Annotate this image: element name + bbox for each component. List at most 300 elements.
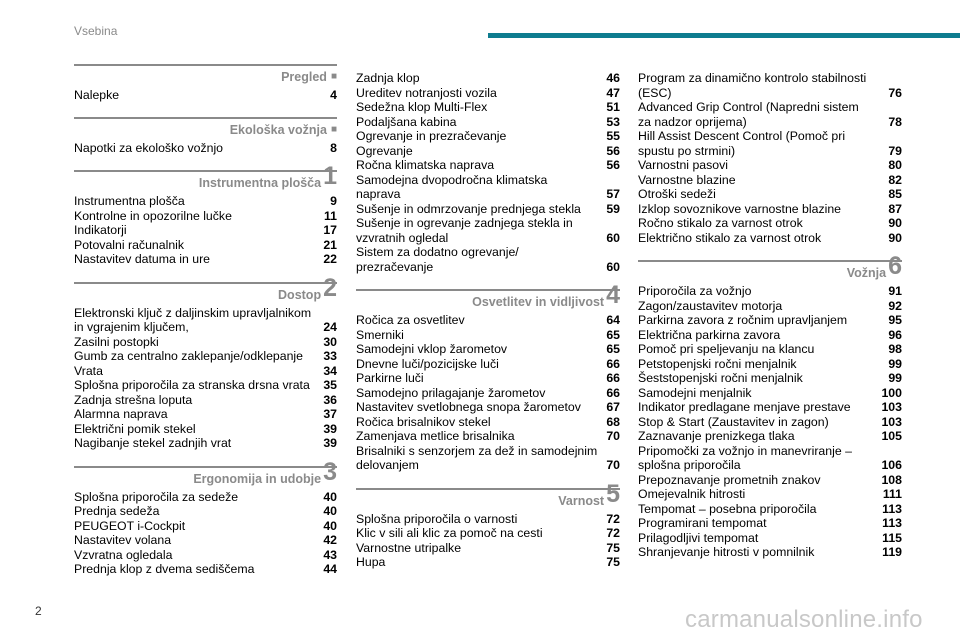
toc-entry[interactable]	[356, 357, 620, 372]
entry-title	[356, 100, 606, 115]
entry-title-line: Varnostni pasovi	[638, 158, 728, 172]
toc-section	[74, 117, 337, 156]
entry-title-line: Tempomat – posebna priporočila	[638, 501, 817, 516]
entry-page-number: 17	[323, 223, 337, 237]
entry-title-line: Nagibanje stekel zadnjih vrat	[74, 436, 232, 450]
entry-page-number: 87	[888, 201, 902, 216]
entry-page-number: 35	[323, 378, 337, 392]
toc-entry[interactable]	[638, 371, 902, 386]
entry-page-number: 100	[881, 385, 902, 400]
toc-section	[74, 162, 337, 267]
toc-entry[interactable]	[638, 342, 902, 357]
entry-page-number: 42	[323, 533, 337, 547]
entry-page-number: 75	[606, 540, 620, 555]
entry-title-line: Programirani tempomat	[638, 516, 767, 530]
entry-page-number: 65	[606, 327, 620, 342]
entry-page-number: 8	[330, 140, 337, 155]
toc-entry[interactable]	[74, 141, 337, 156]
entry-page-number: 99	[888, 371, 902, 385]
entry-title	[74, 141, 330, 156]
entry-title	[638, 487, 883, 502]
entry-title	[638, 473, 881, 488]
toc-entry[interactable]	[356, 526, 620, 541]
entry-title-line: Otroški sedeži	[638, 187, 716, 201]
toc-entry[interactable]	[638, 400, 902, 415]
entry-title	[356, 71, 606, 86]
toc-entry[interactable]	[74, 436, 337, 451]
toc-entry[interactable]	[638, 516, 902, 531]
entry-page-number: 78	[888, 114, 902, 129]
toc-entry[interactable]	[356, 86, 620, 101]
entry-title	[74, 349, 323, 364]
entry-title-line: Zasilni postopki	[74, 334, 159, 349]
entry-title-line: Advanced Grip Control (Napredni sistem	[638, 100, 859, 114]
entry-page-number: 72	[606, 526, 620, 540]
entry-page-number: 40	[323, 489, 337, 504]
section-heading	[74, 457, 337, 490]
entry-title-line: Ogrevanje	[356, 143, 413, 158]
entry-title-line: vzvratnih ogledal	[356, 230, 449, 245]
entry-page-number: 76	[888, 85, 902, 100]
entry-title	[356, 415, 606, 430]
entry-title-line: Pripomočki za vožnjo in manevriranje –	[638, 443, 852, 458]
toc-entry[interactable]	[356, 100, 620, 115]
entry-title	[356, 245, 606, 274]
toc-section	[638, 252, 902, 560]
toc-entry[interactable]	[638, 386, 902, 401]
section-title: Osvetlitev in vidljivost	[472, 295, 605, 309]
toc-entry[interactable]	[638, 71, 902, 100]
entry-title-line: naprava	[356, 187, 401, 201]
entry-page-number: 66	[606, 356, 620, 371]
entry-page-number: 40	[323, 504, 337, 518]
entry-title	[638, 313, 888, 328]
toc-entry[interactable]	[356, 115, 620, 130]
entry-title-line: Vrata	[74, 363, 103, 378]
entry-page-number: 96	[888, 327, 902, 342]
toc-entry[interactable]	[356, 173, 620, 202]
entry-title	[638, 299, 888, 314]
entry-title-line: Sušenje in ogrevanje zadnjega stekla in	[356, 216, 573, 230]
entry-title	[638, 531, 882, 546]
entry-title-line: Samodejni menjalnik	[638, 385, 752, 400]
entry-title	[356, 216, 606, 245]
entry-page-number: 22	[323, 252, 337, 266]
toc-entry[interactable]	[356, 158, 620, 173]
entry-title	[74, 209, 324, 224]
entry-page-number: 55	[606, 129, 620, 143]
toc-entry[interactable]	[356, 313, 620, 328]
entry-title-line: (ESC)	[638, 85, 672, 100]
toc-entry[interactable]	[638, 202, 902, 217]
toc-entry[interactable]	[638, 357, 902, 372]
entry-title	[356, 541, 606, 556]
toc-entry[interactable]	[638, 444, 902, 473]
entry-title-line: Podaljšana kabina	[356, 114, 457, 129]
entry-title-line: in vgrajenim ključem,	[74, 320, 189, 334]
entry-title-line: Gumb za centralno zaklepanje/odklepanje	[74, 349, 304, 363]
toc-entry[interactable]	[356, 512, 620, 527]
entry-title	[356, 512, 606, 527]
toc-entry[interactable]	[74, 490, 337, 505]
entry-page-number: 67	[606, 400, 620, 414]
toc-entry[interactable]	[74, 364, 337, 379]
toc-entry[interactable]	[638, 173, 902, 188]
toc-section	[74, 64, 337, 103]
toc-entry[interactable]	[356, 245, 620, 274]
toc-entry[interactable]	[356, 202, 620, 217]
entry-title	[356, 555, 606, 570]
entry-page-number: 34	[323, 363, 337, 378]
entry-title-line: Ročna klimatska naprava	[356, 158, 495, 172]
entry-title	[356, 400, 606, 415]
entry-title-line: Napotki za ekološko vožnjo	[74, 140, 224, 155]
toc-entry[interactable]	[638, 415, 902, 430]
entry-title	[638, 187, 888, 202]
entry-title	[638, 100, 888, 129]
entry-page-number: 115	[882, 530, 902, 545]
toc-column-1	[74, 64, 337, 577]
entry-title-line: Parkirna zavora z ročnim upravljanjem	[638, 313, 848, 327]
section-title: Ergonomija in udobje	[193, 471, 322, 486]
entry-page-number: 36	[323, 392, 337, 407]
toc-entry[interactable]	[74, 238, 337, 253]
entry-title	[356, 86, 606, 101]
entry-title-line: Sušenje in odmrzovanje prednjega stekla	[356, 201, 581, 216]
entry-title	[638, 173, 888, 188]
toc-entry[interactable]	[74, 407, 337, 422]
entry-page-number: 33	[323, 349, 337, 363]
toc-entry[interactable]	[356, 342, 620, 357]
entry-title	[74, 519, 323, 534]
entry-title-line: Nastavitev svetlobnega snopa žarometov	[356, 400, 581, 414]
page-number: 2	[35, 604, 42, 618]
toc-entry[interactable]	[74, 562, 337, 577]
toc-entry[interactable]	[638, 284, 902, 299]
entry-title-line: Ureditev notranjosti vozila	[356, 85, 497, 100]
entry-page-number: 79	[888, 143, 902, 158]
section-heading	[356, 479, 620, 512]
entry-page-number: 75	[606, 555, 620, 569]
section-title: Pregled	[281, 70, 327, 84]
toc-entry[interactable]	[356, 386, 620, 401]
entry-title	[638, 444, 881, 473]
entry-title-line: Prednja klop z dvema sediščema	[74, 562, 255, 576]
entry-title-line: Varnostne utripalke	[356, 540, 462, 555]
entry-page-number: 64	[606, 313, 620, 327]
toc-entry[interactable]	[638, 216, 902, 231]
section-title: Vožnja	[846, 266, 887, 280]
entry-title-line: Vzvratna ogledala	[74, 547, 173, 562]
entry-page-number: 103	[881, 400, 902, 414]
entry-page-number: 53	[606, 114, 620, 129]
section-number: 1	[323, 162, 337, 190]
entry-title	[638, 400, 881, 415]
entry-title	[74, 407, 323, 422]
entry-page-number: 57	[606, 187, 620, 201]
entry-page-number: 85	[888, 187, 902, 201]
section-number: 6	[888, 252, 902, 280]
entry-title-line: Ogrevanje in prezračevanje	[356, 129, 507, 143]
entry-page-number: 59	[606, 201, 620, 216]
entry-title-line: Omejevalnik hitrosti	[638, 487, 746, 501]
toc-entry[interactable]	[74, 393, 337, 408]
entry-title	[356, 429, 606, 444]
entry-title-line: Varnostne blazine	[638, 172, 736, 187]
entry-title-line: Šeststopenjski ročni menjalnik	[638, 371, 803, 385]
section-number: ■	[330, 71, 337, 82]
toc-column-3	[638, 71, 902, 560]
entry-title-line: Prepoznavanje prometnih znakov	[638, 472, 821, 487]
entry-title	[356, 526, 606, 541]
entry-title-line: Ročica za osvetlitev	[356, 313, 465, 327]
entry-page-number: 60	[606, 230, 620, 245]
toc-entry[interactable]	[638, 473, 902, 488]
entry-title-line: Potovalni računalnik	[74, 237, 185, 252]
toc-entry[interactable]	[356, 444, 620, 473]
entry-title	[74, 533, 323, 548]
entry-page-number: 70	[606, 429, 620, 443]
entry-title-line: Zadnja strešna loputa	[74, 392, 193, 407]
entry-page-number: 113	[882, 516, 902, 530]
entry-title-line: Nalepke	[74, 88, 120, 102]
toc-entry[interactable]	[74, 533, 337, 548]
entry-title-line: Električna parkirna zavora	[638, 327, 781, 342]
entry-title-line: Samodejni vklop žarometov	[356, 342, 508, 356]
entry-title-line: splošna priporočila	[638, 458, 741, 472]
toc-entry[interactable]	[356, 400, 620, 415]
toc-entry[interactable]	[356, 371, 620, 386]
entry-title-line: Smerniki	[356, 327, 404, 342]
toc-entry[interactable]	[638, 328, 902, 343]
entry-title-line: za nadzor oprijema)	[638, 114, 747, 129]
toc-entry[interactable]	[74, 335, 337, 350]
entry-title-line: delovanjem	[356, 458, 419, 472]
entry-title-line: Zadnja klop	[356, 71, 420, 85]
entry-page-number: 113	[882, 501, 902, 516]
entry-title-line: Hill Assist Descent Control (Pomoč pri	[638, 129, 846, 143]
toc-section	[74, 273, 337, 451]
toc-entry[interactable]	[74, 209, 337, 224]
entry-title	[638, 357, 888, 372]
toc-entry[interactable]	[356, 555, 620, 570]
entry-title	[74, 364, 323, 379]
entry-title	[356, 158, 606, 173]
toc-entry[interactable]	[638, 231, 902, 246]
entry-page-number: 82	[888, 172, 902, 187]
entry-title-line: Nastavitev volana	[74, 533, 172, 547]
entry-title-line: Indikatorji	[74, 223, 127, 237]
entry-title	[356, 444, 606, 473]
entry-title	[638, 202, 888, 217]
toc-entry[interactable]	[638, 129, 902, 158]
entry-title-line: Električni pomik stekel	[74, 421, 196, 436]
entry-title-line: Priporočila za vožnjo	[638, 284, 752, 298]
entry-title-line: Zamenjava metlice brisalnika	[356, 429, 515, 443]
toc-entry[interactable]	[356, 144, 620, 159]
toc-section	[638, 71, 902, 245]
entry-title	[638, 502, 882, 517]
toc-entry[interactable]	[74, 422, 337, 437]
toc-section	[356, 71, 620, 274]
section-number: 5	[606, 479, 620, 508]
entry-title	[74, 223, 323, 238]
entry-title-line: Alarmna naprava	[74, 407, 168, 421]
watermark: carmanualsonline.info	[685, 606, 923, 633]
entry-page-number: 47	[606, 85, 620, 100]
toc-entry[interactable]	[356, 541, 620, 556]
entry-page-number: 106	[881, 458, 902, 472]
entry-title-line: Nastavitev datuma in ure	[74, 252, 211, 266]
entry-page-number: 56	[606, 158, 620, 172]
entry-title-line: Prilagodljivi tempomat	[638, 530, 759, 545]
entry-page-number: 70	[606, 458, 620, 472]
entry-page-number: 11	[324, 208, 337, 223]
entry-title	[356, 342, 606, 357]
entry-title	[74, 504, 323, 519]
entry-title-line: Splošna priporočila za sedeže	[74, 489, 239, 504]
entry-title-line: Splošna priporočila o varnosti	[356, 511, 518, 526]
entry-page-number: 46	[606, 71, 620, 85]
entry-title	[356, 202, 606, 217]
section-heading	[74, 162, 337, 194]
entry-title	[74, 306, 323, 335]
entry-title-line: Pomoč pri speljevanju na klancu	[638, 342, 815, 356]
toc-entry[interactable]	[74, 306, 337, 335]
toc-entry[interactable]	[74, 252, 337, 267]
entry-title	[74, 422, 323, 437]
entry-page-number: 44	[323, 562, 337, 576]
toc-entry[interactable]	[74, 519, 337, 534]
toc-entry[interactable]	[74, 378, 337, 393]
entry-title	[638, 71, 888, 100]
toc-entry[interactable]	[638, 531, 902, 546]
entry-page-number: 103	[881, 414, 902, 429]
section-heading	[74, 273, 337, 306]
entry-title-line: Petstopenjski ročni menjalnik	[638, 356, 797, 371]
toc-entry[interactable]	[74, 223, 337, 238]
entry-page-number: 65	[606, 342, 620, 356]
entry-title-line: Zagon/zaustavitev motorja	[638, 298, 783, 313]
entry-title	[356, 144, 606, 159]
section-number: 4	[606, 281, 620, 309]
toc-entry[interactable]	[638, 487, 902, 502]
entry-title-line: Izklop sovoznikove varnostne blazine	[638, 201, 842, 216]
section-number: 2	[323, 273, 337, 302]
section-title: Instrumentna plošča	[198, 176, 322, 190]
entry-page-number: 4	[330, 88, 337, 102]
toc-entry[interactable]	[74, 548, 337, 563]
entry-title	[74, 88, 330, 103]
toc-entry[interactable]	[356, 129, 620, 144]
section-title: Varnost	[558, 493, 605, 508]
header-accent-bar	[488, 33, 960, 38]
entry-title	[638, 429, 881, 444]
toc-entry[interactable]	[74, 88, 337, 103]
entry-title	[356, 313, 606, 328]
entry-page-number: 80	[888, 158, 902, 172]
entry-title	[638, 129, 888, 158]
entry-title	[74, 378, 323, 393]
toc-entry[interactable]	[638, 545, 902, 560]
entry-page-number: 43	[323, 547, 337, 562]
entry-page-number: 39	[323, 436, 337, 450]
entry-title	[74, 490, 323, 505]
running-header: Vsebina	[74, 24, 118, 38]
toc-entry[interactable]	[638, 187, 902, 202]
entry-title	[638, 284, 888, 299]
entry-title	[356, 328, 606, 343]
toc-entry[interactable]	[638, 502, 902, 517]
entry-title	[638, 231, 888, 246]
entry-title	[74, 252, 323, 267]
entry-page-number: 68	[606, 414, 620, 429]
entry-title-line: Splošna priporočila za stranska drsna vrata	[74, 378, 310, 392]
entry-title	[74, 436, 323, 451]
entry-page-number: 51	[606, 100, 620, 114]
toc-entry[interactable]	[356, 415, 620, 430]
entry-title-line: Instrumentna plošča	[74, 194, 185, 208]
toc-entry[interactable]	[638, 313, 902, 328]
section-title: Dostop	[278, 287, 322, 302]
entry-page-number: 56	[606, 143, 620, 158]
entry-title	[638, 328, 888, 343]
entry-title	[356, 115, 606, 130]
toc-entry[interactable]	[638, 429, 902, 444]
entry-title	[74, 335, 323, 350]
entry-title-line: Zaznavanje prenizkega tlaka	[638, 429, 795, 443]
toc-entry[interactable]	[356, 216, 620, 245]
toc-entry[interactable]	[356, 429, 620, 444]
toc-entry[interactable]	[638, 100, 902, 129]
section-heading	[74, 64, 337, 88]
toc-entry[interactable]	[356, 71, 620, 86]
entry-title	[638, 545, 882, 560]
entry-page-number: 95	[888, 313, 902, 327]
entry-title-line: Stop & Start (Zaustavitev in zagon)	[638, 414, 829, 429]
entry-title-line: Brisalniki s senzorjem za dež in samodejnim	[356, 443, 598, 458]
entry-page-number: 39	[323, 421, 337, 436]
entry-page-number: 30	[323, 334, 337, 349]
toc-entry[interactable]	[356, 328, 620, 343]
entry-title	[638, 516, 882, 531]
toc-entry[interactable]	[638, 158, 902, 173]
entry-title-line: Električno stikalo za varnost otrok	[638, 230, 822, 245]
entry-page-number: 111	[882, 487, 902, 501]
section-heading	[74, 117, 337, 141]
section-heading	[638, 252, 902, 284]
toc-entry[interactable]	[74, 194, 337, 209]
entry-page-number: 119	[882, 545, 902, 559]
entry-page-number: 98	[888, 342, 902, 356]
entry-title-line: Hupa	[356, 555, 386, 569]
toc-entry[interactable]	[638, 299, 902, 314]
section-number: 3	[323, 457, 337, 486]
entry-page-number: 21	[323, 237, 337, 252]
section-number: ■	[330, 123, 337, 135]
entry-title-line: Prednja sedeža	[74, 504, 160, 518]
entry-title-line: Sedežna klop Multi-Flex	[356, 100, 488, 114]
toc-entry[interactable]	[74, 504, 337, 519]
toc-section	[356, 281, 620, 473]
entry-title	[74, 238, 323, 253]
toc-entry[interactable]	[74, 349, 337, 364]
entry-title-line: Dnevne luči/pozicijske luči	[356, 356, 499, 371]
entry-page-number: 99	[888, 356, 902, 371]
entry-page-number: 66	[606, 385, 620, 400]
entry-page-number: 91	[888, 284, 902, 298]
entry-title-line: Elektronski ključ z daljinskim upravljalnikom	[74, 305, 312, 320]
